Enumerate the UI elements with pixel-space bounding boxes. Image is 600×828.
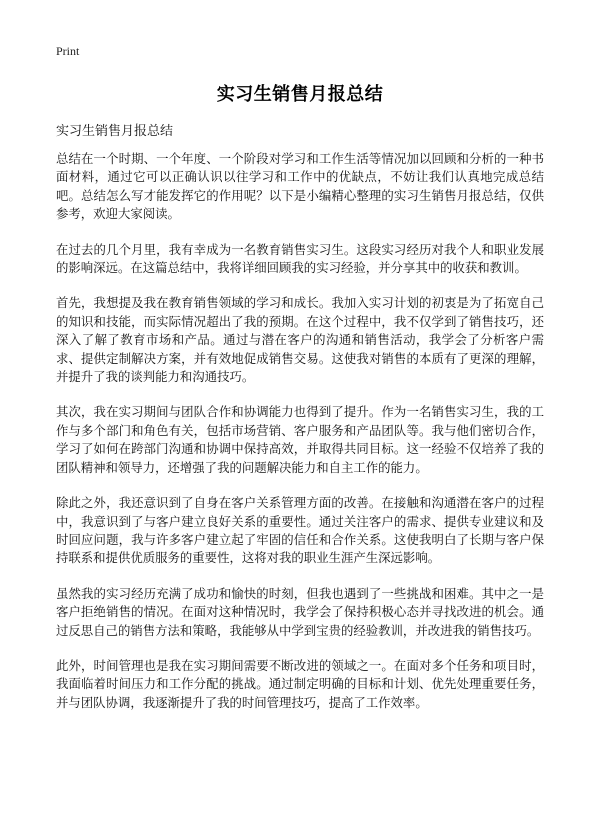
print-label: Print [56, 44, 80, 58]
document-subtitle: 实习生销售月报总结 [56, 124, 174, 139]
paragraph-intro: 总结在一个时期、一个年度、一个阶段对学习和工作生活等情况加以回顾和分析的一种书面材料，通过它可以正确认识以往学习和工作中的优缺点，不妨让我们认真地完成总结吧。总结怎么写才能发挥它的作用呢？以下是小编精心整理的实习生销售月报总结，仅供参考，欢迎大家阅读。 [56, 151, 544, 222]
document-body [56, 150, 544, 729]
paragraph-overview: 在过去的几个月里，我有幸成为一名教育销售实习生。这段实习经历对我个人和职业发展的影响深远。在这篇总结中，我将详细回顾我的实习经验，并分享其中的收获和教训。 [56, 241, 544, 276]
paragraph-teamwork: 其次，我在实习期间与团队合作和协调能力也得到了提升。作为一名销售实习生，我的工作与多个部门和角色有关，包括市场营销、客户服务和产品团队等。我与他们密切合作，学习了如何在跨部门沟通和协调中保持高效，并取得共同目标。这一经验不仅培养了我的团队精神和领导力，还增强了我的问题解决能力和自主工作的能力。 [56, 404, 544, 475]
paragraph-learning: 首先，我想提及我在教育销售领域的学习和成长。我加入实习计划的初衷是为了拓宽自己的知识和技能，而实际情况超出了我的预期。在这个过程中，我不仅学到了销售技巧，还深入了解了教育市场和产品。通过与潜在客户的沟通和销售活动，我学会了分析客户需求、提供定制解决方案，并有效地促成销售交易。这使我对销售的本质有了更深的理解，并提升了我的谈判能力和沟通技巧。 [56, 295, 544, 385]
paragraph-time-management: 此外，时间管理也是我在实习期间需要不断改进的领域之一。在面对多个任务和项目时，我面临着时间压力和工作分配的挑战。通过制定明确的目标和计划、优先处理重要任务，并与团队协调，我逐渐提升了我的时间管理技巧，提高了工作效率。 [56, 657, 544, 710]
paragraph-challenges: 虽然我的实习经历充满了成功和愉快的时刻，但我也遇到了一些挑战和困难。其中之一是客户拒绝销售的情况。在面对这种情况时，我学会了保持积极心态并寻找改进的机会。通过反思自己的销售方法和策略，我能够从中学到宝贵的经验教训，并改进我的销售技巧。 [56, 585, 544, 638]
paragraph-customer-relations: 除此之外，我还意识到了自身在客户关系管理方面的改善。在接触和沟通潜在客户的过程中，我意识到了与客户建立良好关系的重要性。通过关注客户的需求、提供专业建议和及时回应问题，我与许多客户建立起了牢固的信任和合作关系。这使我明白了长期与客户保持联系和提供优质服务的重要性，这将对我的职业生涯产生深远影响。 [56, 495, 544, 566]
document-title: 实习生销售月报总结 [216, 84, 384, 105]
